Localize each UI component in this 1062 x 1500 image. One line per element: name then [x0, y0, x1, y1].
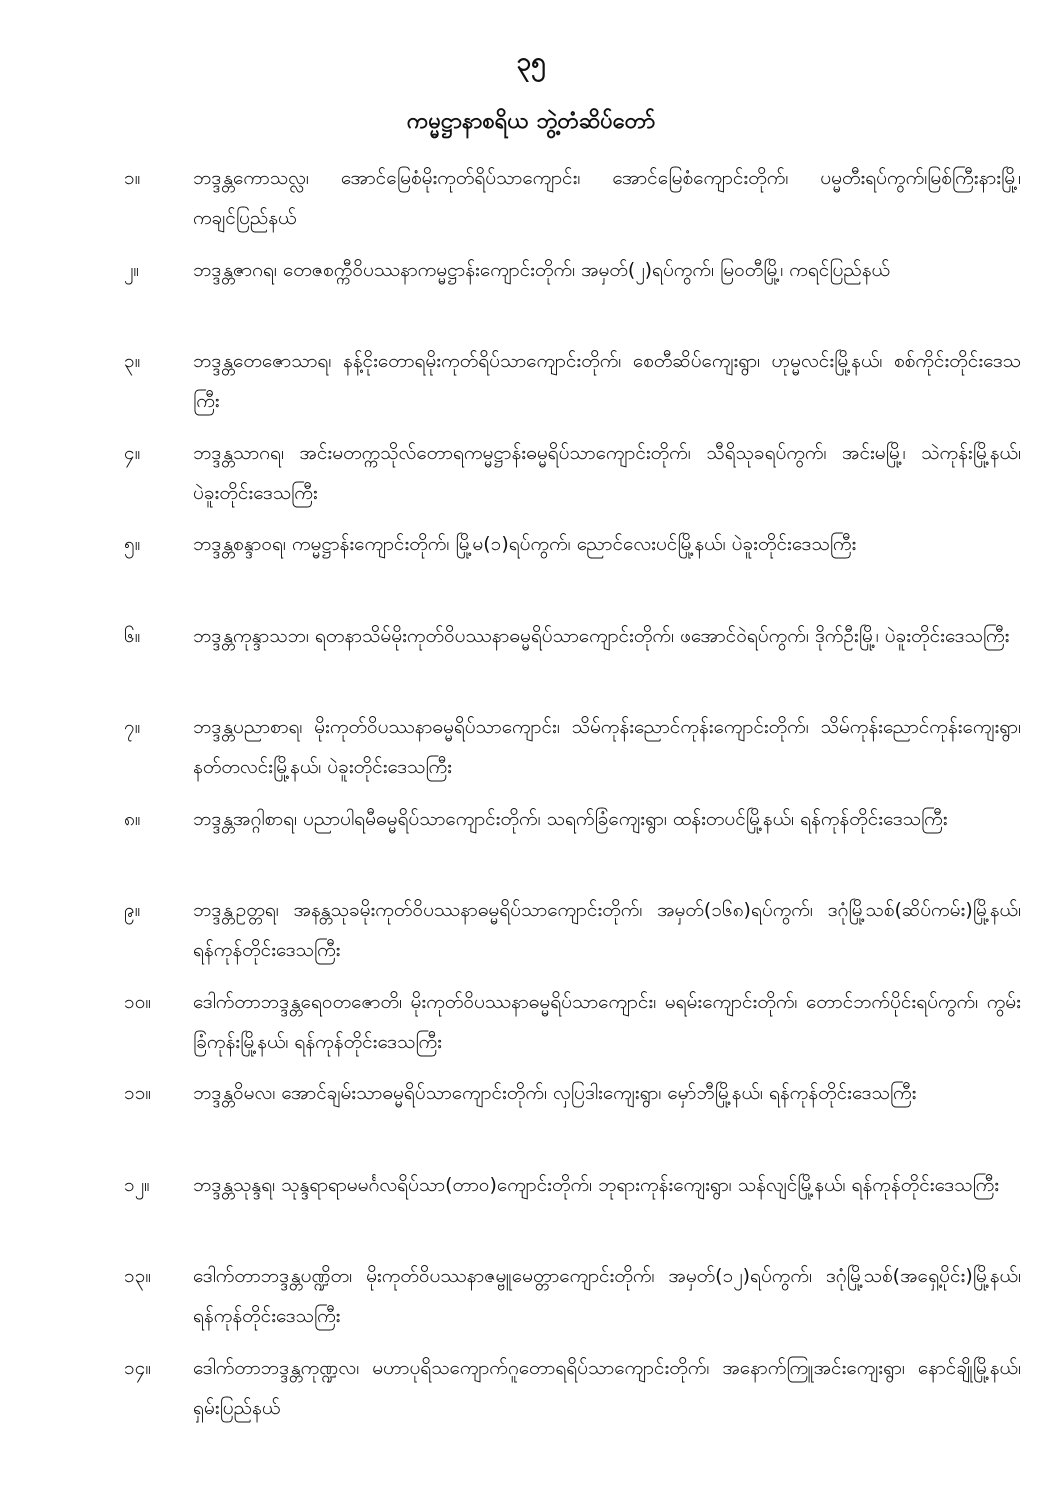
entry-number: ၁၂။ [124, 1173, 150, 1196]
list-item [0, 425, 1062, 517]
entry-text: ဒေါက်တာဘဒ္ဒန္တကုဏ္ဍလ၊ မဟာပုရိသကျောက်ဂူတောရရိပ်သာကျောင်းတိုက်၊ အနောက်ကြူအင်းကျေးရွာ၊ နောင်ချိုမြို့နယ်၊ ရှမ်းပြည်နယ် [193, 1356, 1021, 1419]
entry-number: ၆။ [124, 624, 141, 647]
entry-number: ၁၃။ [124, 1265, 152, 1287]
list-item [0, 150, 1062, 242]
entry-list [0, 150, 1062, 1431]
page-title: ကမ္မဋ္ဌာနာစရိယ ဘွဲ့တံဆိပ်တော် [406, 109, 656, 134]
list-item [0, 242, 1062, 334]
list-item [0, 699, 1062, 791]
list-item [0, 1340, 1062, 1432]
entry-number: ၁၀။ [124, 990, 152, 1013]
entry-text: ဒေါက်တာဘဒ္ဒန္တပဏ္ဍိတ၊ မိုးကုတ်ဝိပဿနာဇမ္ဗူမေတ္တာကျောင်းတိုက်၊ အမှတ်(၁၂)ရပ်ကွက်၊ ဒဂုံမြို့သစ်(အရှေ့ပိုင်း)မြို့နယ်၊ ရန်ကုန်တိုင်းဒေသကြီး [193, 1265, 1021, 1327]
entry-text: ဘဒ္ဒန္တအဂ္ဂါစာရ၊ ပညာပါရမီဓမ္မရိပ်သာကျောင်းတိုက်၊ သရက်ခြံကျေးရွာ၊ ထန်းတပင်မြို့နယ်၊ ရန်ကုန်တိုင်းဒေသကြီး [193, 807, 948, 830]
entry-text: ဘဒ္ဒန္တဥတ္တရ၊ အနန္တသုခမိုးကုတ်ဝိပဿနာဓမ္မရိပ်သာကျောင်းတိုက်၊ အမှတ်(၁၆၈)ရပ်ကွက်၊ ဒဂုံမြို့သစ်(ဆိပ်ကမ်း)မြို့နယ်၊ ရန်ကုန်တိုင်းဒေသကြီး [193, 899, 1021, 961]
entry-number: ၈။ [124, 807, 141, 830]
entry-number: ၁။ [124, 167, 141, 189]
entry-text: ဒေါက်တာဘဒ္ဒန္တရေဝတဇောတိ၊ မိုးကုတ်ဝိပဿနာဓမ္မရိပ်သာကျောင်း၊ မရမ်းကျောင်းတိုက်၊ တောင်ဘက်ပိုင်းရပ်ကွက်၊ ကွမ်းခြံကုန်းမြို့နယ်၊ ရန်ကုန်တိုင်းဒေသကြီး [193, 990, 1021, 1053]
entry-number: ၃။ [124, 350, 141, 372]
list-item [0, 516, 1062, 608]
entry-number: ၂။ [124, 258, 140, 281]
list-item [0, 333, 1062, 425]
entry-text: ဘဒ္ဒန္တပညာစာရ၊ မိုးကုတ်ဝိပဿနာဓမ္မရိပ်သာကျောင်း၊ သိမ်ကုန်းညောင်ကုန်းကျောင်းတိုက်၊ သိမ်ကုန်းညောင်ကုန်းကျေးရွာ၊ နတ်တလင်းမြို့နယ်၊ ပဲခူးတိုင်းဒေသကြီး [193, 716, 1021, 778]
entry-number: ၁၄။ [124, 1356, 152, 1379]
entry-text: ဘဒ္ဒန္တတေဇောသာရ၊ နန့်ငိုးတောရမိုးကုတ်ရိပ်သာကျောင်းတိုက်၊ စေတီဆိပ်ကျေးရွာ၊ ဟုမ္မလင်းမြို့နယ်၊ စစ်ကိုင်းတိုင်းဒေသကြီး [193, 350, 1021, 412]
list-item [0, 974, 1062, 1066]
entry-text: ဘဒ္ဒန္တစန္ဒာဝရ၊ ကမ္မဋ္ဌာန်းကျောင်းတိုက်၊ မြို့မ(၁)ရပ်ကွက်၊ ညောင်လေးပင်မြို့နယ်၊ ပဲခူးတိုင်းဒေသကြီး [193, 533, 857, 555]
entry-number: ၉။ [124, 899, 141, 921]
list-item [0, 882, 1062, 974]
entry-text: ဘဒ္ဒန္တကုန္ဒာသဘ၊ ရတနာသိမ်မိုးကုတ်ဝိပဿနာဓမ္မရိပ်သာကျောင်းတိုက်၊ ဖအောင်ဝဲရပ်ကွက်၊ ဒိုက်ဦးမြို့၊ ပဲခူးတိုင်းဒေသကြီး [193, 624, 1010, 647]
list-item [0, 1157, 1062, 1249]
list-item [0, 1248, 1062, 1340]
list-item [0, 608, 1062, 700]
entry-number: ၅။ [124, 533, 141, 555]
entry-number: ၄။ [124, 441, 141, 464]
entry-text: ဘဒ္ဒန္တသာဂရ၊ အင်းမတက္ကသိုလ်တောရကမ္မဋ္ဌာန်းဓမ္မရိပ်သာကျောင်းတိုက်၊ သီရိသုခရပ်ကွက်၊ အင်းမမြို့၊ သဲကုန်းမြို့နယ်၊ ပဲခူးတိုင်းဒေသကြီး [193, 441, 1021, 504]
entry-number: ၁၁။ [124, 1082, 152, 1104]
entry-number: ၇။ [124, 716, 141, 738]
entry-text: ဘဒ္ဒန္တကောသလ္လ၊ အောင်မြေစံမိုးကုတ်ရိပ်သာကျောင်း၊ အောင်မြေစံကျောင်းတိုက်၊ ပမ္မတီးရပ်ကွက်၊မြစ်ကြီးနားမြို့၊ ကချင်ပြည်နယ် [193, 167, 1021, 229]
entry-text: ဘဒ္ဒန္တသုန္ဒရ၊ သုန္ဒရာရာမမင်္ဂလရိပ်သာ(တာဝ)ကျောင်းတိုက်၊ ဘုရားကုန်းကျေးရွာ၊ သန်လျင်မြို့နယ်၊ ရန်ကုန်တိုင်းဒေသကြီး [193, 1173, 1000, 1196]
entry-text: ဘဒ္ဒန္တဇာဂရ၊ တေဇစက္ကီဝိပဿနာကမ္မဋ္ဌာန်းကျောင်းတိုက်၊ အမှတ်(၂)ရပ်ကွက်၊ မြဝတီမြို့၊ ကရင်ပြည်နယ် [193, 258, 890, 281]
list-item [0, 791, 1062, 883]
list-item [0, 1065, 1062, 1157]
page-number: ၃၅ [516, 47, 546, 77]
entry-text: ဘဒ္ဒန္တဝိမလ၊ အောင်ချမ်းသာဓမ္မရိပ်သာကျောင်းတိုက်၊ လှပြဒါးကျေးရွာ၊ မှော်ဘီမြို့နယ်၊ ရန်ကုန်တိုင်းဒေသကြီး [193, 1082, 917, 1104]
